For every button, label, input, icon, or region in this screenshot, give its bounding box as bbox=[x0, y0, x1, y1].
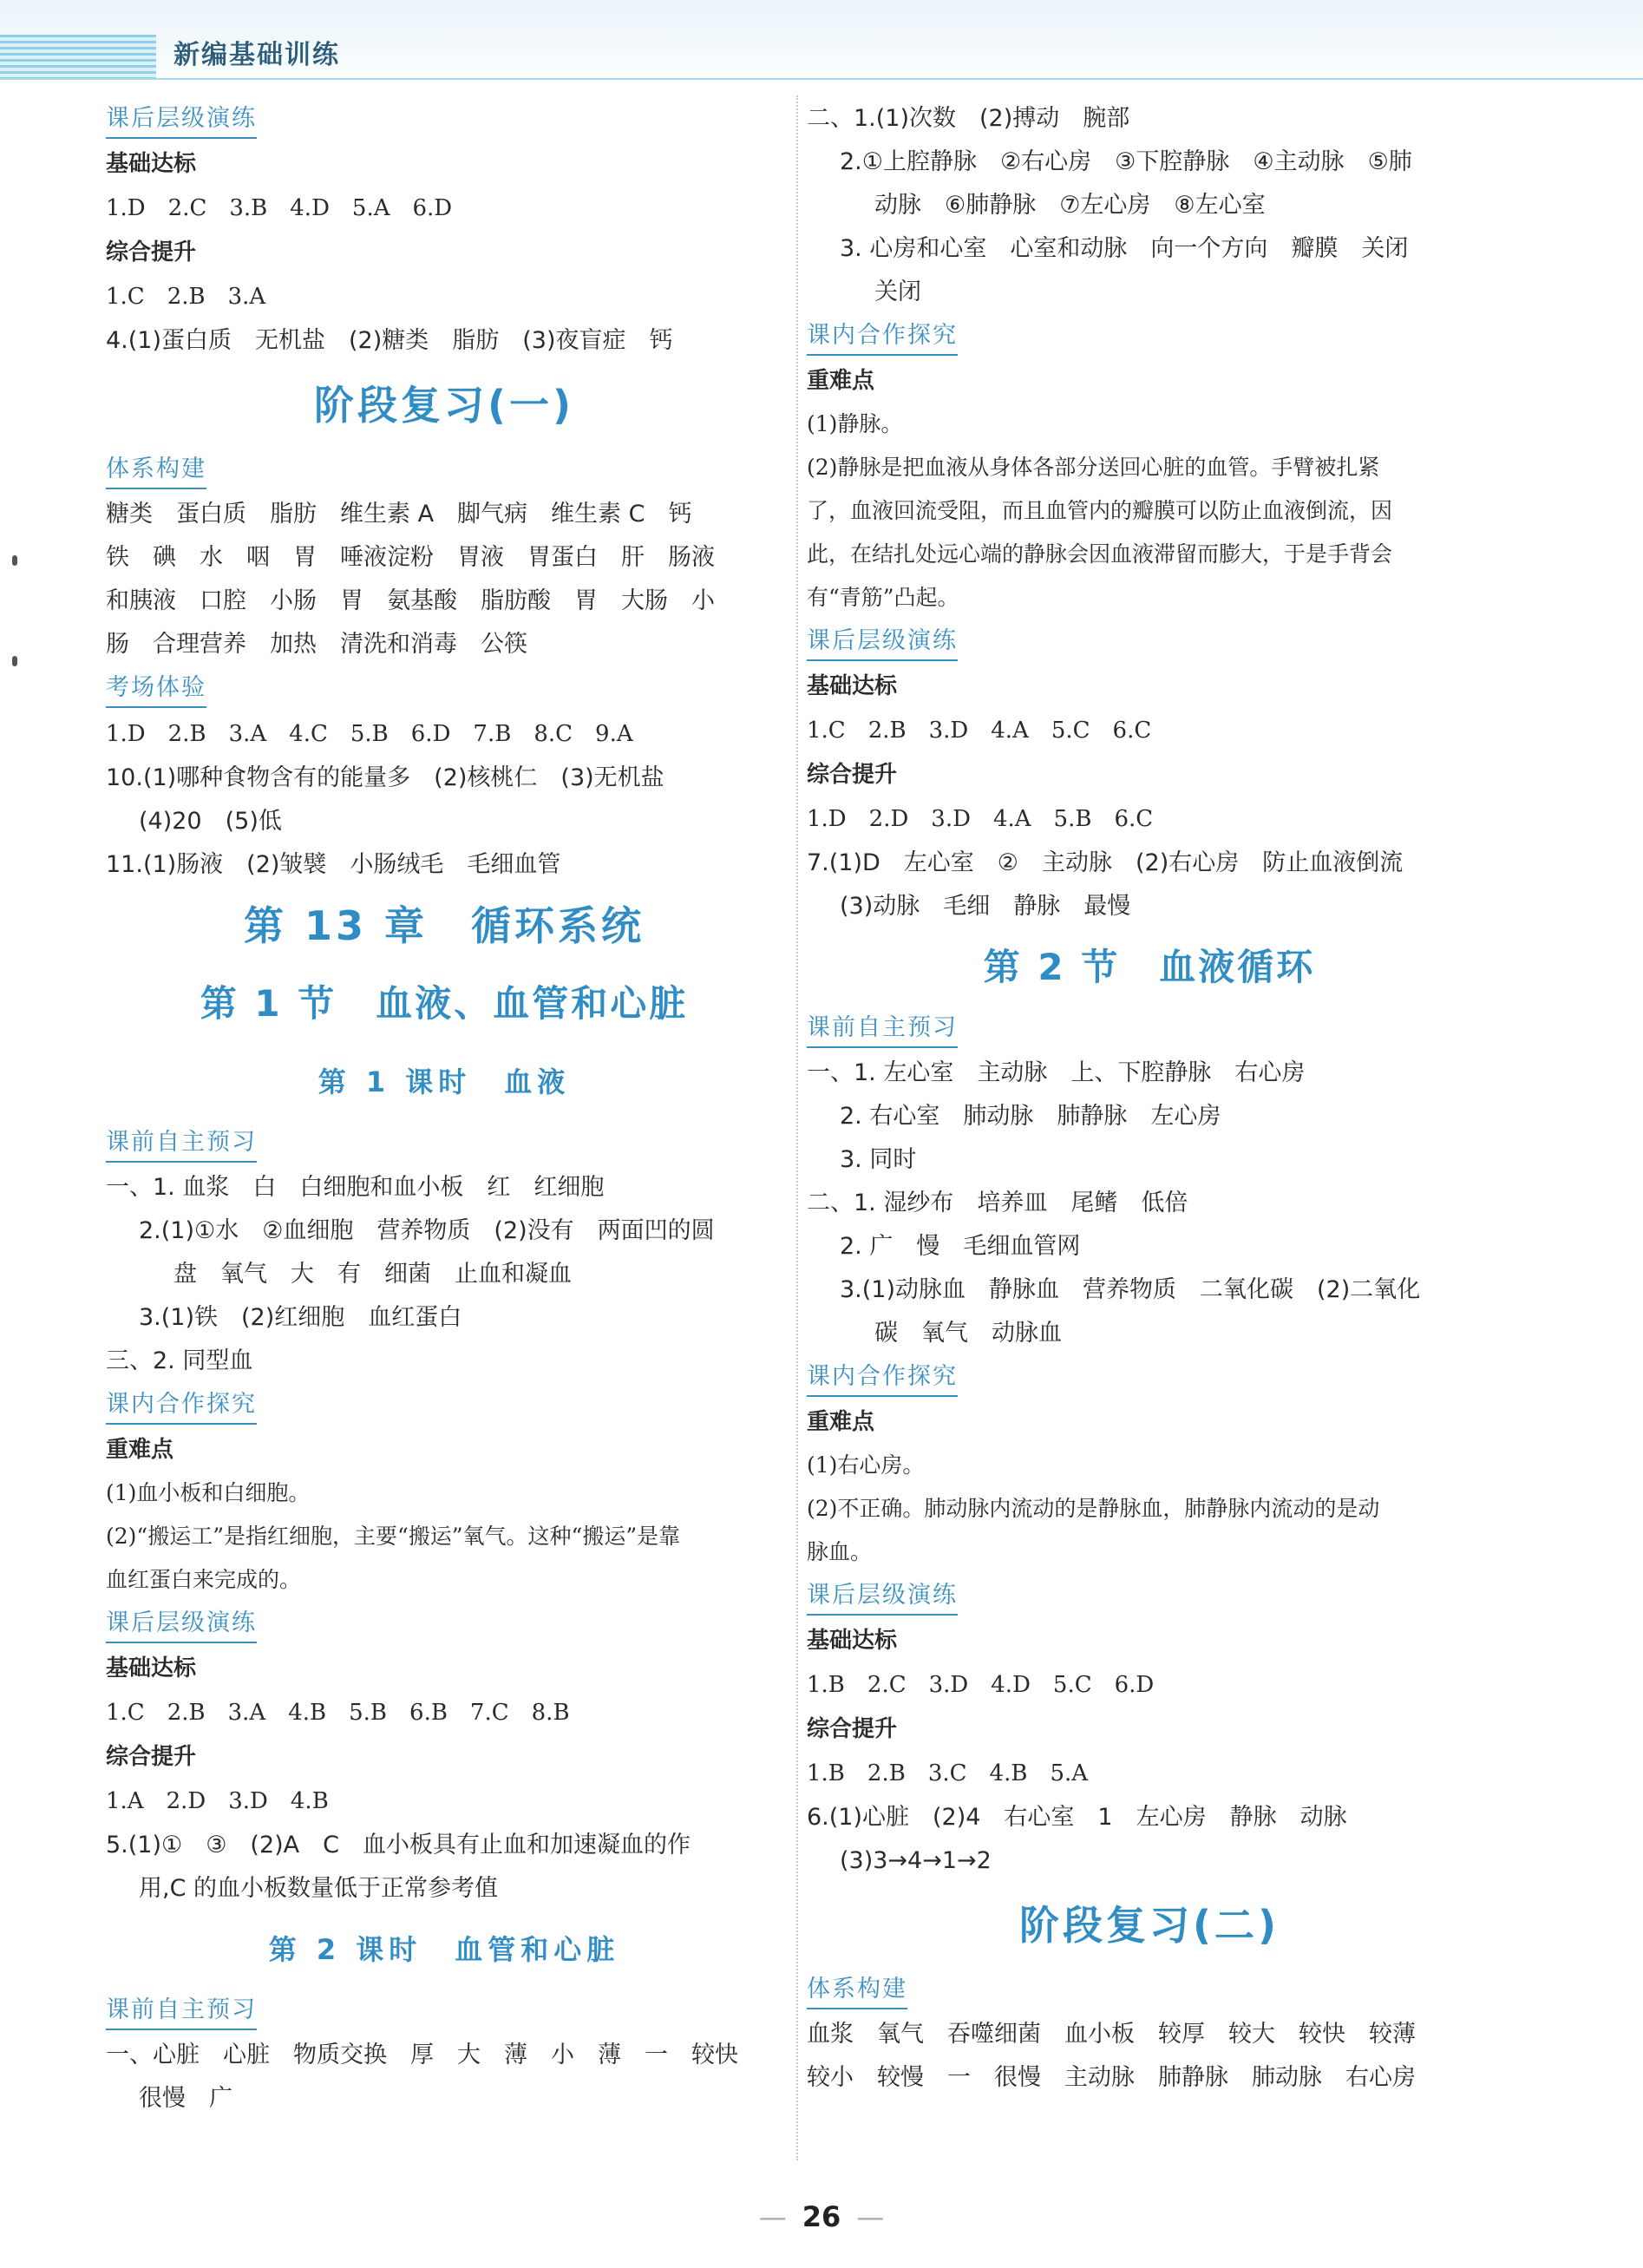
paragraph-line: (2)静脉是把血液从身体各部分送回心脏的血管。手臂被扎紧 bbox=[807, 455, 1380, 480]
section-heading: 课前自主预习 bbox=[106, 1124, 257, 1163]
text-line: 较小 较慢 一 很慢 主动脉 肺静脉 肺动脉 右心房 bbox=[807, 2064, 1416, 2091]
section-heading: 课后层级演练 bbox=[807, 1577, 958, 1616]
answer-line: 3.(1)铁 (2)红细胞 血红蛋白 bbox=[139, 1304, 462, 1331]
paragraph-line: 脉血。 bbox=[807, 1539, 873, 1564]
text-line: 肠 合理营养 加热 清洗和消毒 公筷 bbox=[106, 631, 527, 658]
text-line: 铁 碘 水 咽 胃 唾液淀粉 胃液 胃蛋白 肝 肠液 bbox=[106, 544, 715, 571]
answer-line: 1.C 2.B 3.A bbox=[106, 284, 266, 310]
page-number: — 26 — bbox=[0, 2200, 1643, 2233]
answer-line: 10.(1)哪种食物含有的能量多 (2)核桃仁 (3)无机盐 bbox=[106, 764, 664, 791]
paragraph-line: (2)不正确。肺动脉内流动的是静脉血，肺静脉内流动的是动 bbox=[807, 1496, 1380, 1521]
margin-mark bbox=[12, 555, 17, 566]
section-heading: 课后层级演练 bbox=[106, 101, 257, 139]
answer-line: 一、心脏 心脏 物质交换 厚 大 薄 小 薄 一 较快 bbox=[106, 2042, 738, 2068]
header-rule bbox=[0, 78, 1643, 80]
answer-line: 1.B 2.C 3.D 4.D 5.C 6.D bbox=[807, 1672, 1155, 1698]
answer-line: 1.C 2.B 3.D 4.A 5.C 6.C bbox=[807, 718, 1152, 744]
section-heading: 体系构建 bbox=[807, 1971, 907, 2009]
answer-line: 2. 广 慢 毛细血管网 bbox=[840, 1233, 1081, 1260]
section-heading: 课内合作探究 bbox=[807, 318, 958, 356]
column-divider bbox=[796, 95, 798, 2160]
paragraph-line: 有“青筋”凸起。 bbox=[807, 585, 959, 610]
answer-line: 碳 氧气 动脉血 bbox=[874, 1320, 1062, 1347]
answer-line: 7.(1)D 左心室 ② 主动脉 (2)右心房 防止血液倒流 bbox=[807, 849, 1404, 876]
lesson-title: 第 2 课时 血管和心脏 bbox=[268, 1933, 620, 1966]
answer-line: 1.A 2.D 3.D 4.B bbox=[106, 1788, 329, 1814]
lesson-title: 第 1 课时 血液 bbox=[317, 1065, 571, 1098]
answer-line: 2. 右心室 肺动脉 肺静脉 左心房 bbox=[840, 1103, 1221, 1130]
subheading: 重难点 bbox=[807, 1409, 875, 1435]
paragraph-line: (1)血小板和白细胞。 bbox=[106, 1480, 311, 1505]
page-header bbox=[0, 0, 1643, 80]
section-heading: 课内合作探究 bbox=[807, 1359, 958, 1397]
subheading: 综合提升 bbox=[106, 1744, 197, 1770]
answer-line: (4)20 (5)低 bbox=[139, 808, 282, 835]
answer-line: 1.C 2.B 3.A 4.B 5.B 6.B 7.C 8.B bbox=[106, 1700, 570, 1726]
paragraph-line: (2)“搬运工”是指红细胞，主要“搬运”氧气。这种“搬运”是靠 bbox=[106, 1524, 681, 1549]
section-heading: 课后层级演练 bbox=[807, 623, 958, 661]
text-line: 糖类 蛋白质 脂肪 维生素 A 脚气病 维生素 C 钙 bbox=[106, 501, 692, 528]
section-title: 第 2 节 血液循环 bbox=[983, 946, 1316, 988]
subheading: 重难点 bbox=[106, 1437, 174, 1463]
answer-line: 一、1. 左心室 主动脉 上、下腔静脉 右心房 bbox=[807, 1059, 1306, 1086]
right-column bbox=[807, 97, 1492, 2100]
answer-line: 3. 同时 bbox=[840, 1146, 917, 1173]
answer-line: 3.(1)动脉血 静脉血 营养物质 二氧化碳 (2)二氧化 bbox=[840, 1276, 1421, 1303]
answer-line: 关闭 bbox=[874, 279, 921, 305]
subheading: 重难点 bbox=[807, 368, 875, 394]
subheading: 基础达标 bbox=[106, 1655, 197, 1681]
paragraph-line: 了，血液回流受阻，而且血管内的瓣膜可以防止血液倒流，因 bbox=[807, 498, 1393, 523]
answer-line: 1.D 2.B 3.A 4.C 5.B 6.D 7.B 8.C 9.A bbox=[106, 721, 633, 747]
answer-line: 三、2. 同型血 bbox=[106, 1347, 253, 1374]
answer-line: (3)3→4→1→2 bbox=[840, 1847, 992, 1874]
section-heading: 考场体验 bbox=[106, 670, 206, 708]
answer-line: 1.B 2.B 3.C 4.B 5.A bbox=[807, 1760, 1089, 1786]
subheading: 基础达标 bbox=[807, 673, 898, 699]
left-column bbox=[106, 97, 782, 2121]
section-heading: 体系构建 bbox=[106, 451, 206, 489]
text-line: 血浆 氧气 吞噬细菌 血小板 较厚 较大 较快 较薄 bbox=[807, 2021, 1416, 2048]
margin-mark bbox=[12, 656, 17, 666]
answer-line: 用,C 的血小板数量低于正常参考值 bbox=[139, 1875, 499, 1902]
chapter-title: 第 13 章 循环系统 bbox=[243, 902, 645, 949]
text-line: 和胰液 口腔 小肠 胃 氨基酸 脂肪酸 胃 大肠 小 bbox=[106, 587, 715, 614]
section-heading: 课前自主预习 bbox=[106, 1992, 257, 2030]
paragraph-line: (1)右心房。 bbox=[807, 1452, 925, 1478]
answer-line: 盘 氧气 大 有 细菌 止血和凝血 bbox=[173, 1261, 572, 1288]
answer-line: 5.(1)① ③ (2)A C 血小板具有止血和加速凝血的作 bbox=[106, 1832, 691, 1858]
section-title: 第 1 节 血液、血管和心脏 bbox=[200, 982, 689, 1025]
subheading: 综合提升 bbox=[106, 239, 197, 265]
paragraph-line: 血红蛋白来完成的。 bbox=[106, 1567, 302, 1592]
answer-line: 6.(1)心脏 (2)4 右心室 1 左心房 静脉 动脉 bbox=[807, 1804, 1347, 1831]
subheading: 综合提升 bbox=[807, 762, 898, 788]
answer-line: 1.D 2.C 3.B 4.D 5.A 6.D bbox=[106, 195, 453, 221]
answer-line: 一、1. 血浆 白 白细胞和血小板 红 红细胞 bbox=[106, 1174, 605, 1201]
section-heading: 课前自主预习 bbox=[807, 1010, 958, 1048]
answer-line: (3)动脉 毛细 静脉 最慢 bbox=[840, 893, 1131, 920]
paragraph-line: (1)静脉。 bbox=[807, 411, 903, 436]
review-title: 阶段复习(二) bbox=[1018, 1902, 1280, 1949]
answer-line: 动脉 ⑥肺静脉 ⑦左心房 ⑧左心室 bbox=[874, 192, 1266, 219]
header-stripes bbox=[0, 35, 156, 80]
section-heading: 课后层级演练 bbox=[106, 1605, 257, 1643]
answer-line: 4.(1)蛋白质 无机盐 (2)糖类 脂肪 (3)夜盲症 钙 bbox=[106, 327, 673, 354]
answer-line: 3. 心房和心室 心室和动脉 向一个方向 瓣膜 关闭 bbox=[840, 235, 1409, 262]
answer-line: 2.①上腔静脉 ②右心房 ③下腔静脉 ④主动脉 ⑤肺 bbox=[840, 148, 1412, 175]
subheading: 综合提升 bbox=[807, 1716, 898, 1742]
answer-line: 二、1. 湿纱布 培养皿 尾鳍 低倍 bbox=[807, 1190, 1188, 1216]
answer-line: 二、1.(1)次数 (2)搏动 腕部 bbox=[807, 105, 1130, 132]
section-heading: 课内合作探究 bbox=[106, 1386, 257, 1425]
answer-line: 11.(1)肠液 (2)皱襞 小肠绒毛 毛细血管 bbox=[106, 851, 561, 878]
header-title: 新编基础训练 bbox=[173, 40, 340, 70]
subheading: 基础达标 bbox=[807, 1628, 898, 1654]
answer-line: 1.D 2.D 3.D 4.A 5.B 6.C bbox=[807, 806, 1154, 832]
subheading: 基础达标 bbox=[106, 151, 197, 177]
review-title: 阶段复习(一) bbox=[313, 382, 575, 429]
answer-line: 很慢 广 bbox=[139, 2085, 232, 2112]
answer-line: 2.(1)①水 ②血细胞 营养物质 (2)没有 两面凹的圆 bbox=[139, 1217, 715, 1244]
paragraph-line: 此，在结扎处远心端的静脉会因血液滞留而膨大，于是手背会 bbox=[807, 541, 1393, 567]
